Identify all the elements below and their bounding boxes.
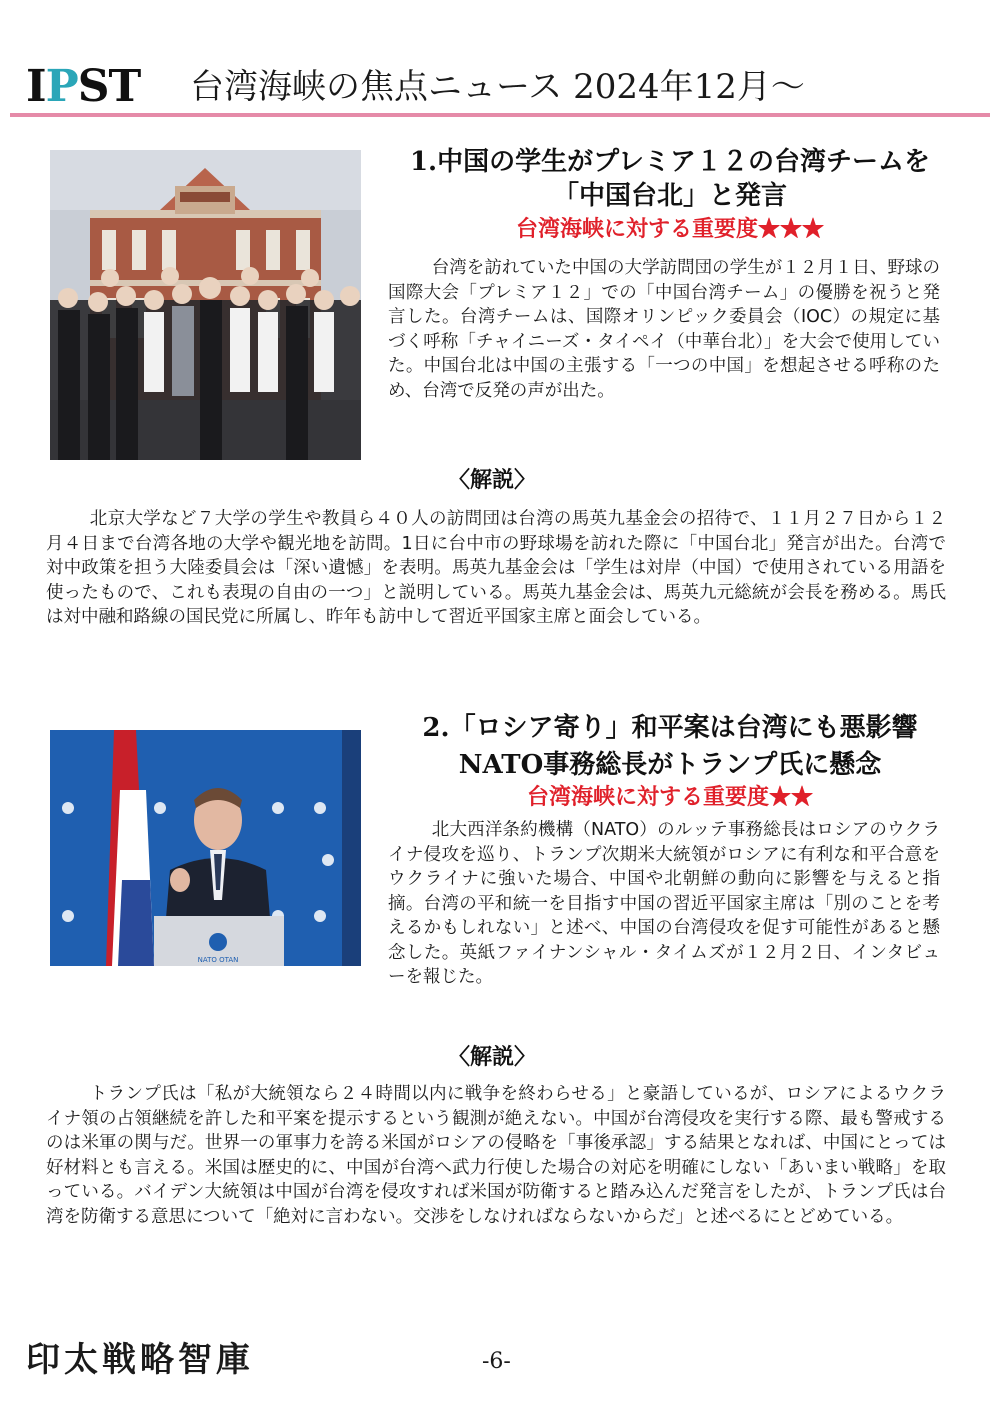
page-title: 台湾海峡の焦点ニュース 2024年12月～ xyxy=(190,67,805,107)
footer-brand: 印太戦略智庫 xyxy=(26,1340,254,1380)
article-1-photo xyxy=(50,150,361,460)
article-1-title-line-2: 「中国台北」と発言 xyxy=(552,181,787,211)
article-1-body: 台湾を訪れていた中国の大学訪問団の学生が１２月１日、野球の国際大会「プレミア１２」での「中国台湾チーム」の優勝を祝うと発言した。台湾チームは、国際オリンピック委員会（IOC）の規定に基づく呼称「チャイニーズ・タイペイ（中華台北）」を大会で使用していた。中国台北は中国の主張する「一つの中国」を想起させる呼称のため、台湾で反発の声が出た。 xyxy=(388,258,940,401)
article-2-kaisetsu-body: トランプ氏は「私が大統領なら２４時間以内に戦争を終わらせる」と豪語しているが、ロシアによるウクライナ領の占領継続を許した和平案を提示するという観測が絶えない。中国が台湾侵攻を実行する際、最も警戒するのは米軍の関与だ。世界一の軍事力を誇る米国がロシアの侵略を「事後承認」する結果となれば、中国にとっては好材料とも言える。米国は歴史的に、中国が台湾へ武力行使した場合の対応を明確にしない「あいまい戦略」を取っている。バイデン大統領は中国が台湾を侵攻すれば米国が防衛すると踏み込んだ発言をしたが、トランプ氏は台湾を防衛する意思について「絶対に言わない。交渉をしなければならないからだ」と述べるにとどめている。 xyxy=(46,1084,946,1227)
header-divider xyxy=(10,113,990,117)
article-2-kaisetsu-heading: 〈解説〉 xyxy=(448,1044,537,1070)
article-2-title-line-1: 2.「ロシア寄り」和平案は台湾にも悪影響 xyxy=(422,713,918,743)
logo-letter-p: P xyxy=(45,61,78,112)
article-2-importance: 台湾海峡に対する重要度★★ xyxy=(526,784,813,810)
page-number: -6- xyxy=(482,1349,511,1374)
article-1-kaisetsu-body: 北京大学など７大学の学生や教員ら４０人の訪問団は台湾の馬英九基金会の招待で、１１月２７日から１２月４日まで台湾各地の大学や観光地を訪問。1日に台中市の野球場を訪れた際に「中国台北」発言が出た。台湾で対中政策を担う大陸委員会は「深い遺憾」を表明。馬英九基金会は「学生は対岸（中国）で使用されている用語を使ったもので、これも表現の自由の一つ」と説明している。馬英九基金会は、馬英九元総統が会長を務める。馬氏は対中融和路線の国民党に所属し、昨年も訪中して習近平国家主席と面会している。 xyxy=(46,509,946,627)
ipst-logo xyxy=(26,62,140,112)
article-2-title-line-2: NATO事務総長がトランプ氏に懸念 xyxy=(458,750,882,780)
article-1-kaisetsu-heading: 〈解説〉 xyxy=(448,467,537,493)
article-2-body: 北大西洋条約機構（NATO）のルッテ事務総長はロシアのウクライナ侵攻を巡り、トランプ次期米大統領がロシアに有利な和平合意をウクライナに強いた場合、中国や北朝鮮の動向に影響を与えると指摘。台湾の平和統一を目指す中国の習近平国家主席は「別のことを考えるかもしれない」と述べ、中国の台湾侵攻を促す可能性があると懸念した。英紙ファイナンシャル・タイムズが１２月２日、インタビューを報じた。 xyxy=(388,820,940,987)
article-1-title-line-1: 1.中国の学生がプレミア１２の台湾チームを xyxy=(409,147,931,177)
article-2-photo xyxy=(50,730,361,966)
podium-nato-text: NATO OTAN xyxy=(197,956,239,964)
logo-letters-st: ST xyxy=(77,61,141,112)
logo-letter-i: I xyxy=(26,61,46,112)
article-1-importance: 台湾海峡に対する重要度★★★ xyxy=(515,216,824,242)
page-header xyxy=(18,62,982,112)
